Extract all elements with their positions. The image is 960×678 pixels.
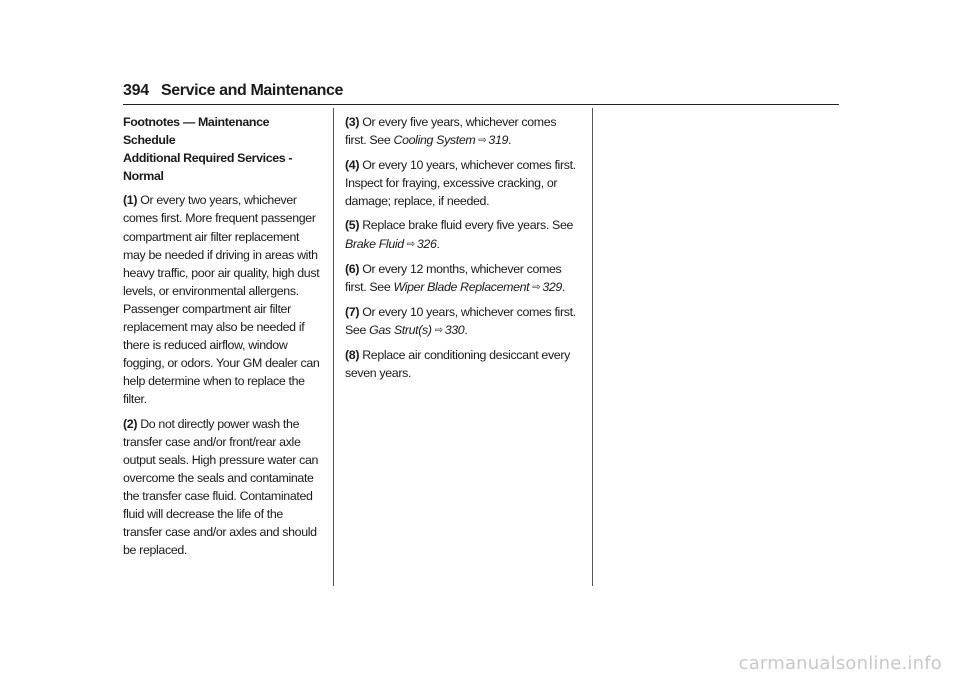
footnote-7 (345, 303, 580, 340)
cross-reference-link[interactable]: Wiper Blade Replacement (393, 279, 530, 294)
page-reference-arrow-icon: ⇨ (406, 238, 415, 250)
footnote-5 (345, 216, 580, 253)
footnote-number: (1) (123, 193, 138, 208)
footnote-1 (123, 191, 323, 408)
middle-column (345, 113, 580, 388)
footnotes-heading (123, 113, 323, 185)
footnote-number: (2) (123, 416, 138, 431)
footnote-number: (7) (345, 304, 360, 319)
footnote-text: Or every two years, whichever comes first. More frequent passenger compartment air filter replacement may be needed if driving in areas with heavy traffic, poor air quality, high dust levels, or environmental allergens. Passenger compartment air filter replacement may also be needed if there is reduced airflow, window fogging, or odors. Your GM dealer can help determine when to replace the filter. (123, 193, 320, 407)
footnote-text: Or every 10 years, whichever comes first. See (345, 304, 576, 337)
footnote-number: (8) (345, 348, 360, 363)
cross-reference-link[interactable]: Gas Strut(s) (369, 322, 432, 337)
column-divider (592, 108, 593, 586)
footnote-number: (3) (345, 115, 360, 129)
cross-reference-link[interactable]: Cooling System (393, 133, 476, 148)
page-reference-arrow-icon: ⇨ (532, 281, 541, 293)
footnote-6 (345, 260, 580, 297)
column-divider (333, 108, 334, 586)
page-reference-arrow-icon: ⇨ (478, 135, 487, 147)
footnote-text: Or every 12 months, whichever comes first. See (345, 261, 562, 294)
cross-reference-page[interactable]: 330 (444, 322, 465, 337)
cross-reference-page[interactable]: 329 (542, 279, 562, 294)
footnote-number: (5) (345, 218, 360, 233)
footnote-3 (345, 113, 580, 150)
section-title: Service and Maintenance (161, 82, 343, 99)
page-header (123, 82, 839, 105)
heading-line: Footnotes — Maintenance Schedule (123, 115, 270, 148)
left-column (123, 113, 323, 565)
watermark: carmanualsonline.info (738, 653, 942, 674)
footnote-2 (123, 415, 323, 560)
heading-line: Additional Required Services - Normal (123, 151, 293, 184)
footnote-end: . (464, 322, 468, 337)
footnote-end: . (561, 279, 566, 294)
footnote-4 (345, 156, 580, 210)
footnote-text: Or every 10 years, whichever comes first. Inspect for fraying, excessive cracking, or damage; replace, if needed. (345, 158, 576, 209)
footnote-text: Or every five years, whichever comes first. See (345, 115, 557, 148)
page-number: 394 (123, 82, 149, 99)
footnote-text: Do not directly power wash the transfer case and/or front/rear axle output seals. High pressure water can overcome the seals and contaminate the transfer case fluid. Contaminated fluid will decrease the life of the transfer case and/or axles and should be replaced. (123, 416, 319, 558)
cross-reference-page[interactable]: 326 (416, 236, 437, 251)
footnote-text: Replace brake fluid every five years. See (362, 218, 574, 233)
page-reference-arrow-icon: ⇨ (434, 324, 443, 336)
cross-reference-link[interactable]: Brake Fluid (345, 236, 404, 251)
footnote-8 (345, 346, 580, 382)
footnote-number: (4) (345, 158, 360, 173)
cross-reference-page[interactable]: 319 (488, 133, 509, 148)
footnote-end: . (436, 236, 440, 251)
footnote-end: . (508, 133, 512, 148)
footnote-number: (6) (345, 261, 360, 276)
footnote-text: Replace air conditioning desiccant every seven years. (345, 348, 570, 381)
